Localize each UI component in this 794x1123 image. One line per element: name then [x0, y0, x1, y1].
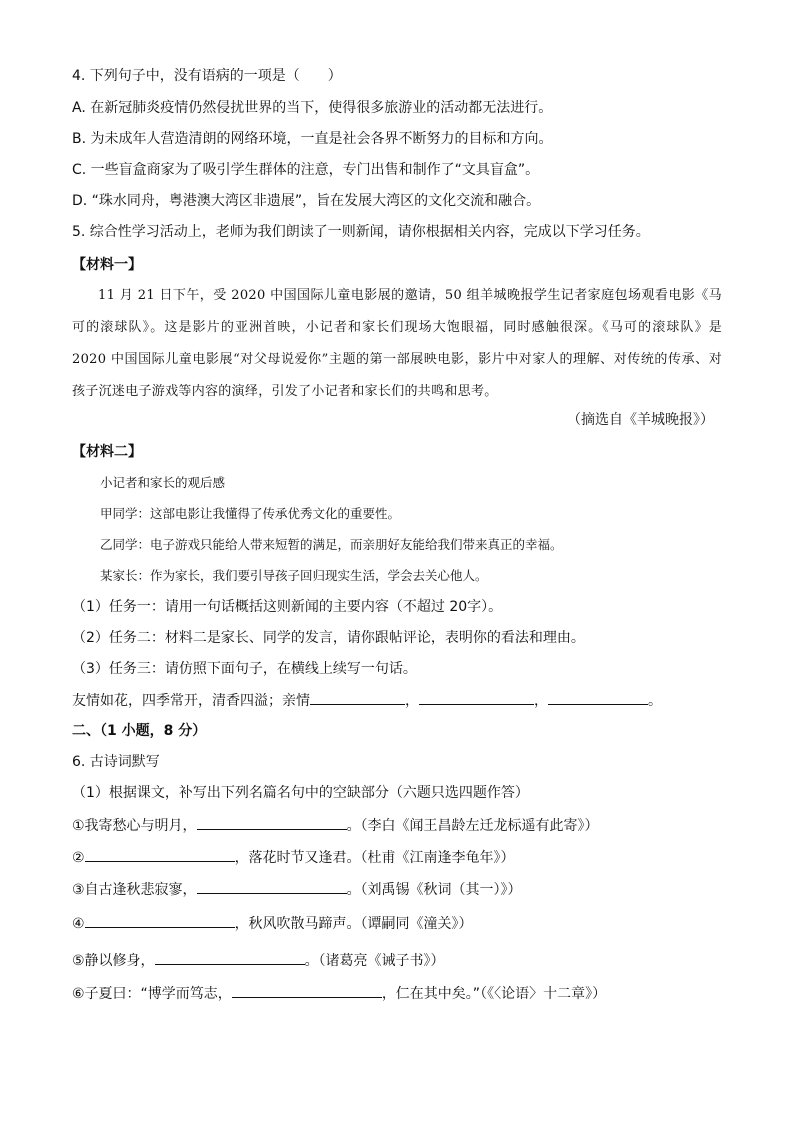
- q4-option-a: A. 在新冠肺炎疫情仍然侵扰世界的当下，使得很多旅游业的活动都无法进行。: [72, 100, 553, 116]
- q4-option-c: C. 一些盲盒商家为了吸引学生群体的注意，专门出售和制作了“文具盲盒”。: [72, 162, 540, 178]
- answer-blank[interactable]: [197, 815, 347, 830]
- material-two-title: 【材料二】: [72, 444, 142, 460]
- q4-option-b: B. 为未成年人营造清朗的网络环境，一直是社会各界不断努力的目标和方向。: [72, 131, 553, 147]
- material-one-title: 【材料一】: [72, 257, 142, 273]
- poem-prefix: ⑤静以修身，: [72, 953, 155, 969]
- poem-suffix: 。（李白《闻王昌龄左迁龙标遥有此寄》）: [346, 818, 599, 834]
- section-two-title: 二、（1 小题，8 分）: [72, 723, 207, 739]
- answer-blank[interactable]: [85, 913, 235, 928]
- material-one-source: （摘选自《羊城晚报》）: [567, 412, 714, 428]
- material-two-student-a: 甲同学：这部电影让我懂得了传承优秀文化的重要性。: [100, 506, 401, 521]
- poem-prefix: ②: [72, 850, 85, 866]
- q6-title: 6. 古诗词默写: [72, 754, 160, 770]
- material-two-heading: 小记者和家长的观后感: [100, 475, 226, 490]
- q4-option-d: D. “珠水同舟，粤港澳大湾区非遗展”，旨在发展大湾区的文化交流和融合。: [72, 193, 541, 209]
- poem-item-5: [72, 950, 722, 971]
- poem-prefix: ③自古逢秋悲寂寥，: [72, 882, 197, 898]
- q4-stem: 4. 下列句子中，没有语病的一项是（ ）: [72, 68, 342, 84]
- poem-suffix: ，秋风吹散马蹄声。（谭嗣同《潼关》）: [234, 916, 473, 932]
- task-three-example: [72, 690, 722, 711]
- poem-item-1: [72, 815, 722, 836]
- poem-item-2: [72, 847, 722, 868]
- answer-blank[interactable]: [197, 879, 347, 894]
- poem-suffix: 。（刘禹锡《秋词（其一）》）: [346, 882, 522, 898]
- comma: ，: [405, 693, 419, 709]
- answer-blank[interactable]: [310, 690, 405, 705]
- answer-blank[interactable]: [155, 950, 305, 965]
- q5-stem: 5. 综合性学习活动上，老师为我们朗读了一则新闻，请你根据相关内容，完成以下学习任务。: [72, 224, 650, 240]
- poem-suffix: ，仁在其中矣。”（《〈论语〉十二章》）: [381, 986, 607, 1002]
- poem-item-4: [72, 913, 722, 934]
- comma: ，: [534, 693, 548, 709]
- answer-blank[interactable]: [85, 847, 235, 862]
- q6-intro: （1）根据课文，补写出下列名篇名句中的空缺部分（六题只选四题作答）: [72, 785, 529, 801]
- poem-prefix: ⑥子夏曰：“博学而笃志，: [72, 986, 232, 1002]
- poem-suffix: 。（诸葛亮《诫子书》）: [304, 953, 445, 969]
- task-three: （3）任务三：请仿照下面句子，在横线上续写一句话。: [72, 661, 417, 677]
- task-one: （1）任务一：请用一句话概括这则新闻的主要内容（不超过 20字）。: [72, 599, 503, 615]
- answer-blank[interactable]: [419, 690, 534, 705]
- poem-prefix: ④: [72, 916, 85, 932]
- poem-item-3: [72, 879, 722, 900]
- poem-item-6: [72, 983, 722, 1004]
- poem-prefix: ①我寄愁心与明月，: [72, 818, 197, 834]
- answer-blank[interactable]: [232, 983, 382, 998]
- material-two-student-b: 乙同学：电子游戏只能给人带来短暂的满足，而亲朋好友能给我们带来真正的幸福。: [100, 537, 563, 552]
- task-two: （2）任务二：材料二是家长、同学的发言，请你跟帖评论，表明你的看法和理由。: [72, 630, 585, 646]
- material-one-text: 11 月 21 日下午，受 2020 中国国际儿童电影展的邀请，50 组羊城晚报学生记者家庭包场观看电影《马可的滚球队》。这是影片的亚洲首映，小记者和家长们现场大饱眼福，同时感触很深。《马可的滚球队》是 2020 中国国际儿童电影展“对父母说爱你”主题的第一部展映电影，影片中对家人的理解、对传统的传承、对孩子沉迷电子游戏等内容的演绎，引发了小记者和家长们的共鸣和思考。: [72, 288, 722, 399]
- answer-blank[interactable]: [548, 690, 648, 705]
- poem-suffix: ，落花时节又逢君。（杜甫《江南逢李龟年》）: [234, 850, 515, 866]
- example-sentence: 友情如花，四季常开，清香四溢；亲情: [72, 693, 310, 709]
- period: 。: [648, 693, 662, 709]
- material-two-parent: 某家长：作为家长，我们要引导孩子回归现实生活，学会去关心他人。: [100, 568, 488, 583]
